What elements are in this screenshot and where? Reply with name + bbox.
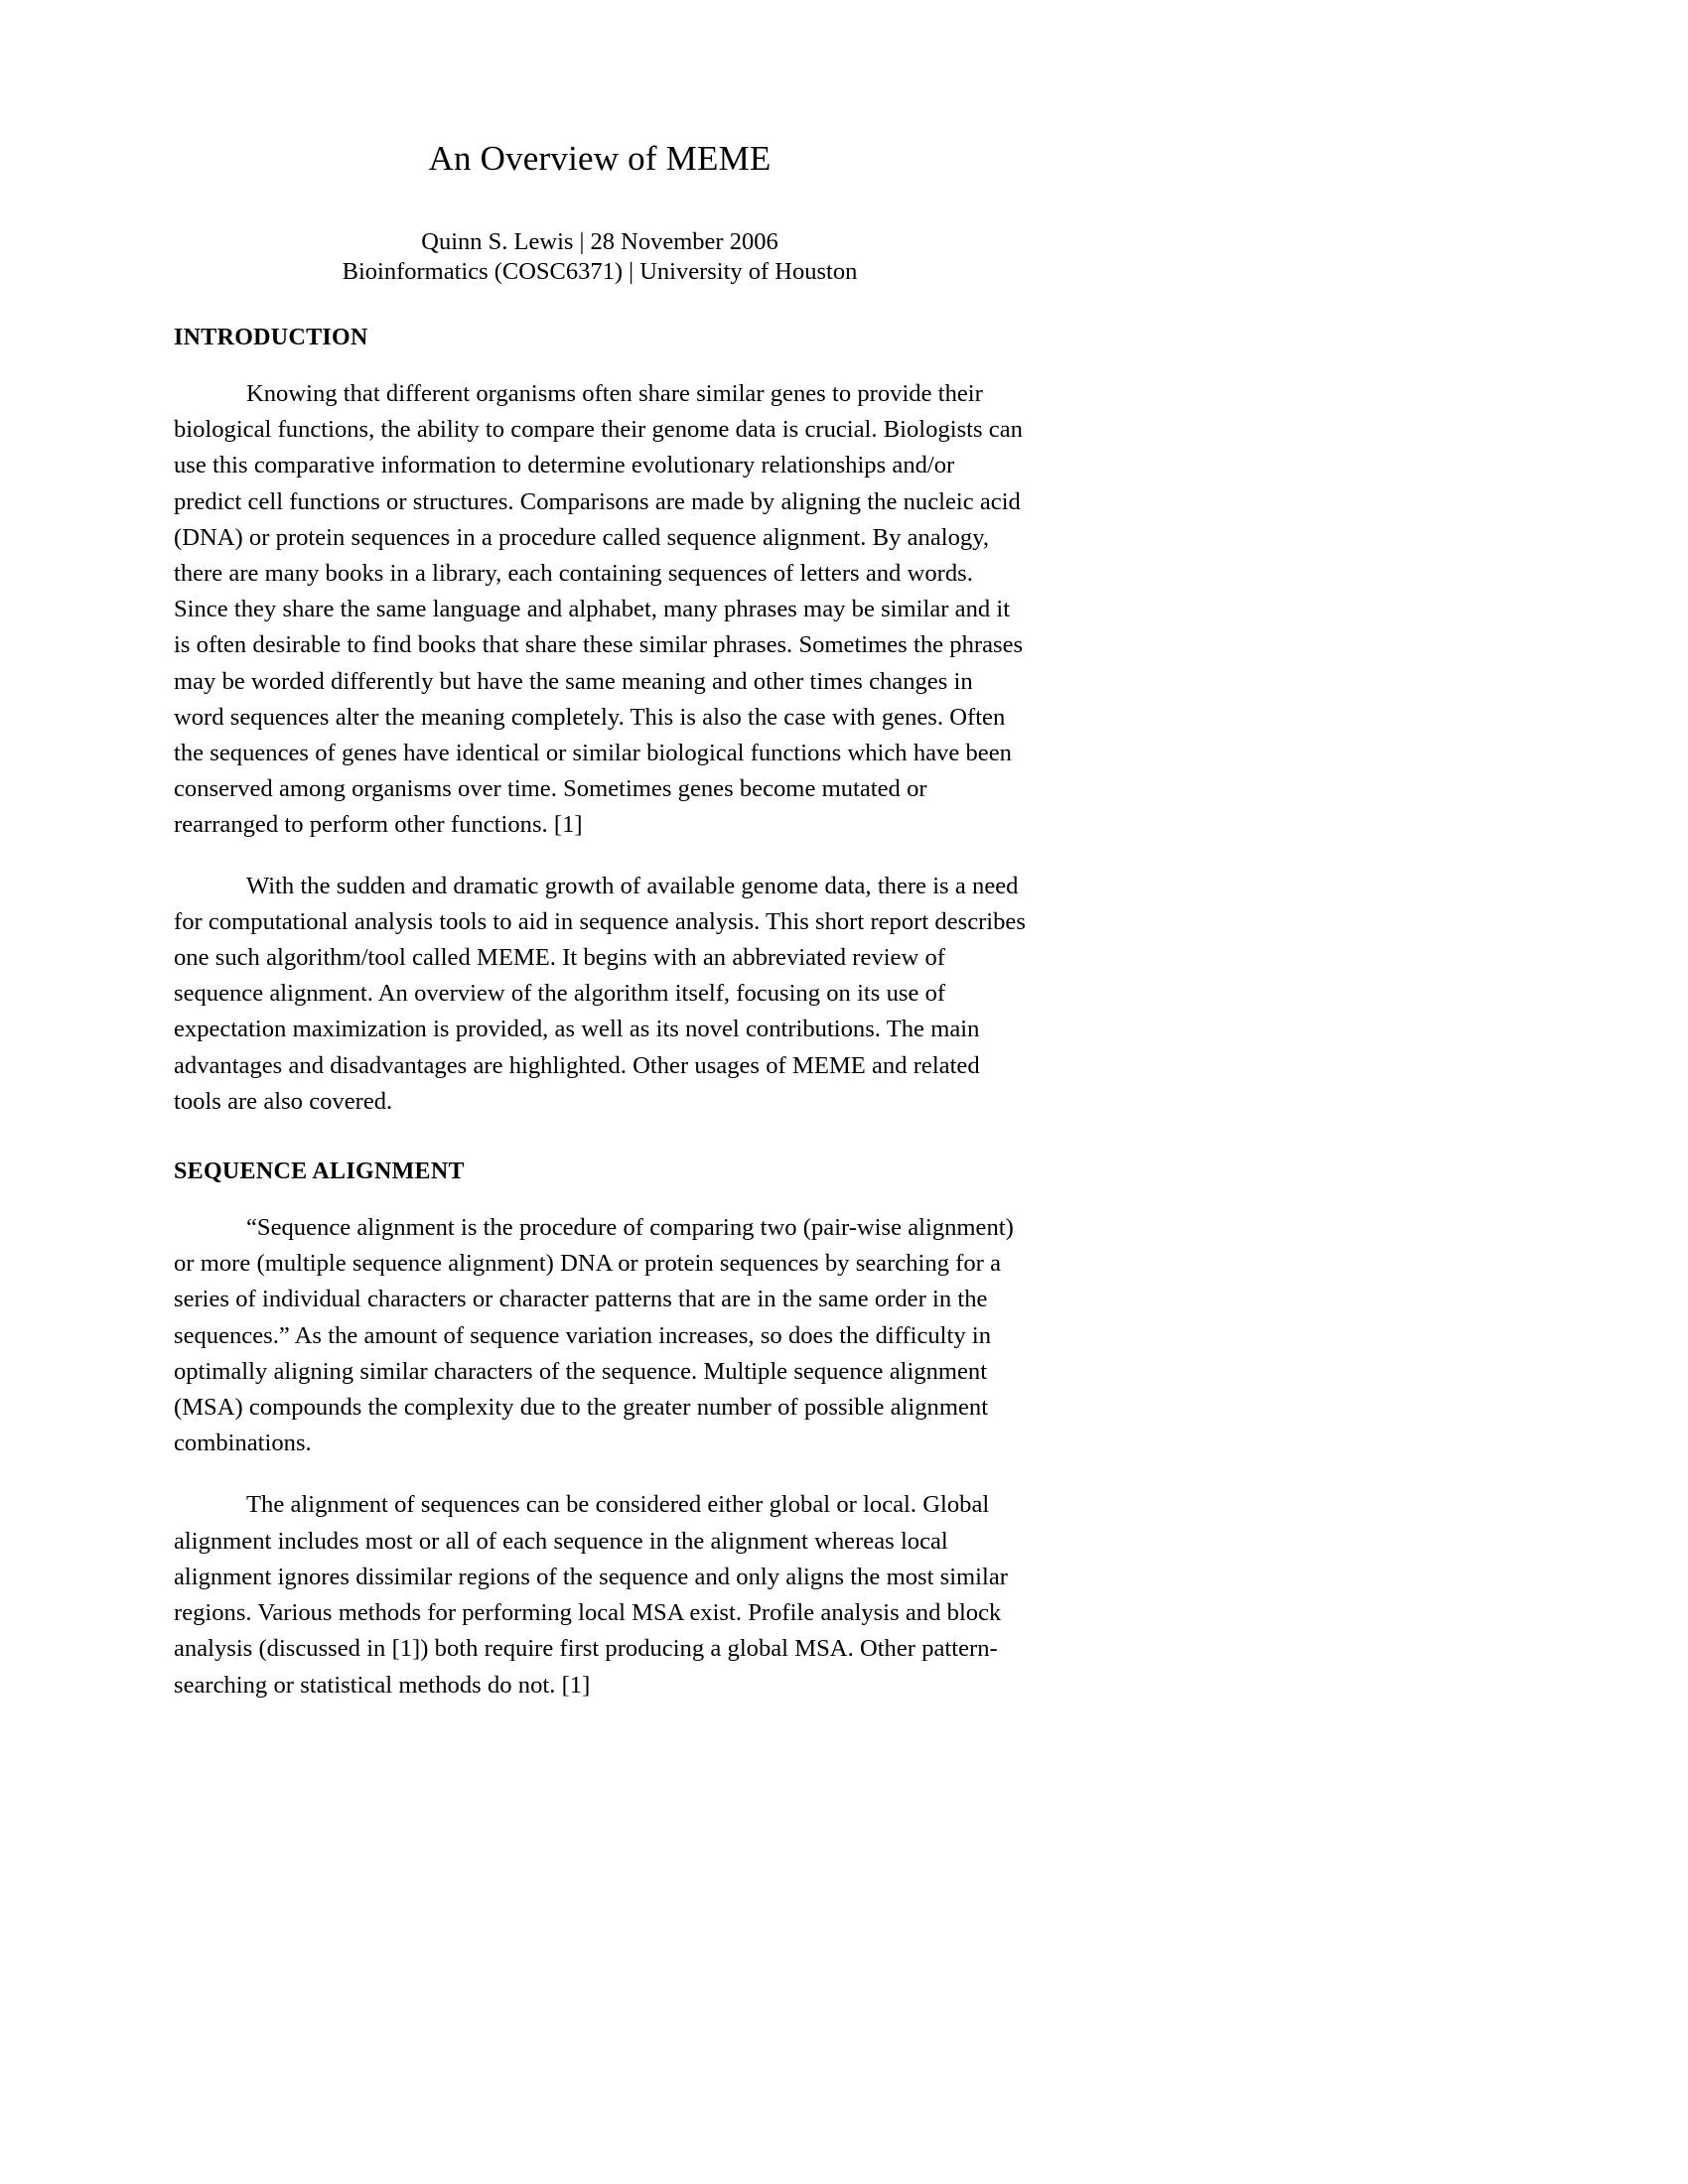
section-heading-sequence-alignment: SEQUENCE ALIGNMENT (174, 1159, 465, 1185)
section-heading-introduction: INTRODUCTION (174, 325, 368, 350)
byline-author-line: Quinn S. Lewis | 28 November 2006 (421, 228, 778, 255)
paragraph: “Sequence alignment is the procedure of comparing two (pair-wise alignment) or more (multiple sequence alignment) DNA or protein sequences by searching for a series of individual characters or character patterns that are in the same order in the sequences.” As the amount of sequence variation increases, so does the difficulty in optimally aligning similar characters of the sequence. Multiple sequence alignment (MSA) compounds the complexity due to the greater number of possible alignment combinations. (174, 1214, 1014, 1457)
document-content (174, 0, 1026, 1704)
page-title: An Overview of MEME (428, 139, 772, 178)
byline (174, 179, 1026, 287)
byline-affiliation-line: Bioinformatics (COSC6371) | University of Houston (342, 258, 858, 285)
paragraph: Knowing that different organisms often share similar genes to provide their biological functions, the ability to compare their genome data is crucial. Biologists can use this comparative information to determine evolutionary relationships and/or predict cell functions or structures. Comparisons are made by aligning the nucleic acid (DNA) or protein sequences in a procedure called sequence alignment. By analogy, there are many books in a library, each containing sequences of letters and words. Since they share the same language and alphabet, many phrases may be similar and it is often desirable to find books that share these similar phrases. Sometimes the phrases may be worded differently but have the same meaning and other times changes in word sequences alter the meaning completely. This is also the case with genes. Often the sequences of genes have identical or similar biological functions which have been conserved among organisms over time. Sometimes genes become mutated or rearranged to perform other functions. [1] (174, 380, 1024, 839)
paragraph: The alignment of sequences can be considered either global or local. Global alignment includes most or all of each sequence in the alignment whereas local alignment ignores dissimilar regions of the sequence and only aligns the most similar regions. Various methods for performing local MSA exist. Profile analysis and block analysis (discussed in [1]) both require first producing a global MSA. Other pattern-searching or statistical methods do not. [1] (174, 1491, 1008, 1699)
paragraph: With the sudden and dramatic growth of available genome data, there is a need for computational analysis tools to aid in sequence analysis. This short report describes one such algorithm/tool called MEME. It begins with an abbreviated review of sequence alignment. An overview of the algorithm itself, focusing on its use of expectation maximization is provided, as well as its novel contributions. The main advantages and disadvantages are highlighted. Other usages of MEME and related tools are also covered. (174, 872, 1026, 1115)
